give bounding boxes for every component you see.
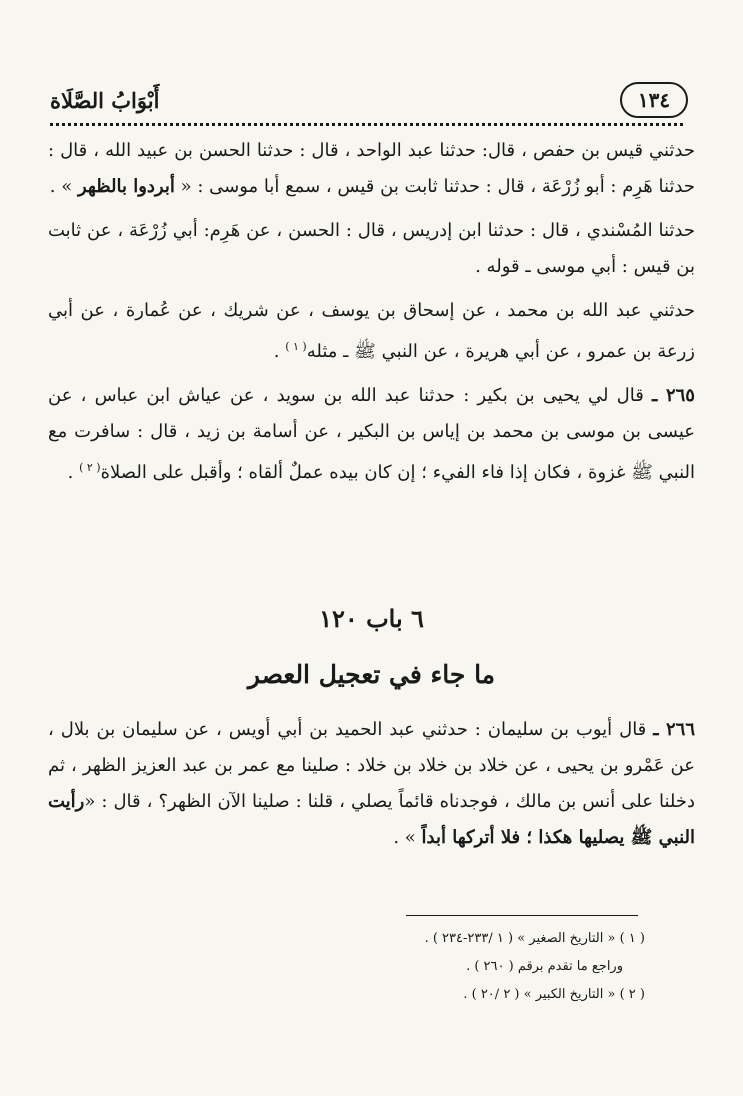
page-number: ١٣٤	[620, 82, 688, 118]
chapter-title: ما جاء في تعجيل العصر	[247, 660, 496, 689]
header-divider	[50, 123, 683, 126]
footnote-divider	[406, 915, 638, 916]
hadith-number: ٢٦٥ ـ	[651, 385, 695, 406]
hadith-quote: أبردوا بالظهر	[77, 176, 175, 197]
page-header	[50, 80, 688, 120]
footnote-item: ( ٢ ) « التاريخ الكبير » ( ٢ /٢٠ ) .	[463, 987, 645, 1002]
footnotes	[120, 925, 645, 1009]
footnote-ref: ( ١ )	[285, 340, 307, 353]
footnote-ref: ( ٢ )	[79, 461, 101, 474]
main-text-bottom	[48, 712, 695, 856]
hadith-number: ٢٦٦ ـ	[653, 719, 695, 740]
hadith-paragraph: حدثنا المُسْندي ، قال : حدثنا ابن إدريس ، قال : الحسن ، عن هَرِم: أبي زُرْعَة ، عن ثابت بن قيس : أبي موسى ـ قوله .	[48, 220, 695, 277]
hadith-paragraph: ٢٦٥ ـ قال لي يحيى بن بكير : حدثنا عبد الله بن سويد ، عن عياش ابن عباس ، عن عيسى بن موسى بن محمد بن إياس بن البكير ، عن أسامة بن زيد ، قال : سافرت مع النبي ﷺ غزوة ، فكان إذا فاء الفيء ؛ إن كان بيده عملٌ ألقاه ؛ وأقبل على الصلاة$^{( ٢ )}$ .	[48, 385, 695, 483]
main-text-top	[48, 133, 695, 491]
footnote-item: ( ١ ) « التاريخ الصغير » ( ١ /٢٣٣-٢٣٤ ) .	[424, 931, 645, 946]
hadith-quote: رأيت النبي ﷺ يصليها هكذا ؛ فلا أتركها أبداً	[48, 791, 695, 848]
hadith-paragraph: حدثني قيس بن حفص ، قال: حدثنا عبد الواحد ، قال : حدثنا الحسن بن عبيد الله ، قال : حدثنا هَرِم : أبو زُرْعَة ، قال : حدثنا ثابت بن قيس ، سمع أبا موسى : « أبردوا بالظهر » .	[48, 140, 695, 197]
hadith-paragraph: ٢٦٦ ـ قال أيوب بن سليمان : حدثني عبد الحميد بن أبي أويس ، عن سليمان بن بلال ، عن عَمْرو بن يحيى ، عن خلاد بن خلاد بن خلاد : صلينا مع عمر بن عبد العزيز الظهر ، ثم دخلنا على أنس بن مالك ، فوجدناه قائماً يصلي ، قلنا : صلينا الآن الظهر؟ ، قال : «رأيت النبي ﷺ يصليها هكذا ؛ فلا أتركها أبداً » .	[48, 719, 695, 848]
chapter-header-title: أَبْوَابُ الصَّلَاة	[50, 88, 160, 113]
chapter-number: ٦ باب ١٢٠	[319, 604, 424, 633]
hadith-paragraph: حدثني عبد الله بن محمد ، عن إسحاق بن يوسف ، عن شريك ، عن عُمارة ، عن أبي زرعة بن عمرو ، عن أبي هريرة ، عن النبي ﷺ ـ مثله$^{( ١ )}$ .	[48, 300, 695, 362]
footnote-item: وراجع ما تقدم برقم ( ٢٦٠ ) .	[466, 959, 623, 974]
